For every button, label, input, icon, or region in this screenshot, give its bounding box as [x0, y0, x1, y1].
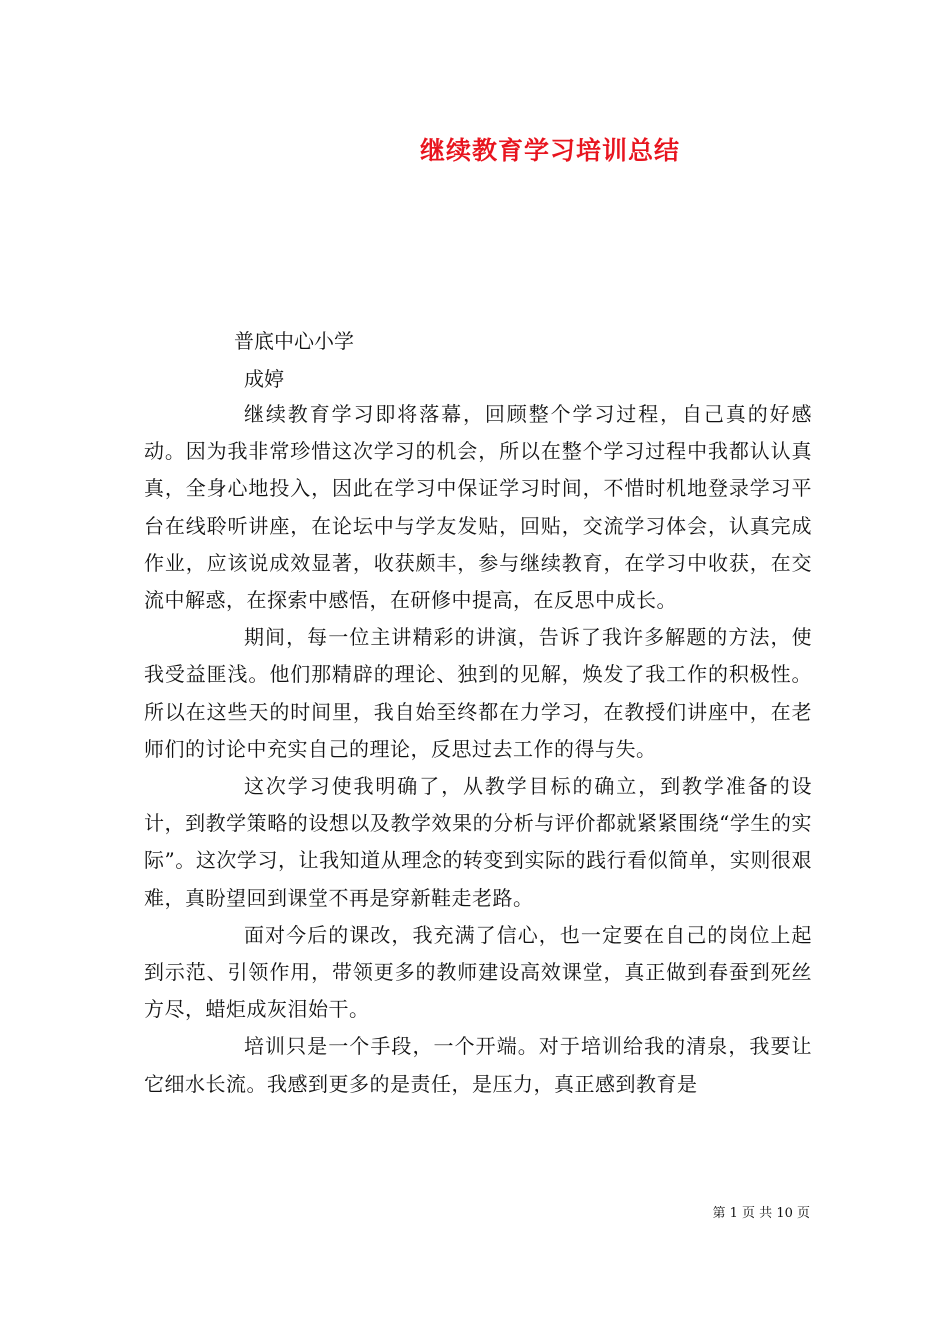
- document-title: 继续教育学习培训总结: [419, 136, 680, 165]
- school-name: 普底中心小学: [234, 329, 354, 353]
- paragraph: 这次学习使我明确了，从教学目标的确立，到教学准备的设计，到教学策略的设想以及教学效果的分析与评价都就紧紧围绕“学生的实际”。这次学习，让我知道从理念的转变到实际的践行看似简单，实则很艰难，真盼望回到课堂不再是穿新鞋走老路。: [144, 774, 812, 910]
- paragraph: 培训只是一个手段，一个开端。对于培训给我的清泉，我要让它细水长流。我感到更多的是责任，是压力，真正感到教育是: [144, 1034, 812, 1096]
- author-name: 成婷: [244, 367, 284, 391]
- page-number-footer: 第 1 页 共 10 页: [712, 1206, 810, 1221]
- paragraph: 期间，每一位主讲精彩的讲演，告诉了我许多解题的方法，使我受益匪浅。他们那精辟的理论、独到的见解，焕发了我工作的积极性。所以在这些天的时间里，我自始至终都在力学习，在教授们讲座中，在老师们的讨论中充实自己的理论，反思过去工作的得与失。: [144, 625, 812, 761]
- document-body: [144, 396, 812, 1103]
- paragraph: 面对今后的课改，我充满了信心，也一定要在自己的岗位上起到示范、引领作用，带领更多的教师建设高效课堂，真正做到春蚕到死丝方尽，蜡炬成灰泪始干。: [144, 922, 812, 1022]
- paragraph: 继续教育学习即将落幕，回顾整个学习过程，自己真的好感动。因为我非常珍惜这次学习的机会，所以在整个学习过程中我都认认真真，全身心地投入，因此在学习中保证学习时间，不惜时机地登录学习平台在线聆听讲座，在论坛中与学友发贴，回贴，交流学习体会，认真完成作业，应该说成效显著，收获颇丰，参与继续教育，在学习中收获，在交流中解惑，在探索中感悟，在研修中提高，在反思中成长。: [144, 402, 812, 613]
